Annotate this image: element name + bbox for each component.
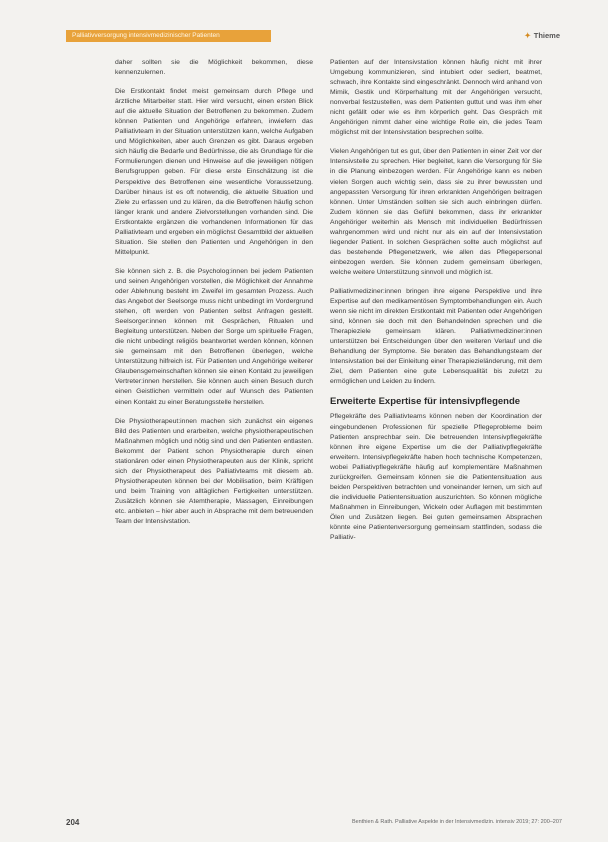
left-column bbox=[115, 58, 313, 536]
section-header-label: Palliativversorgung intensivmedizinischer Patienten bbox=[72, 32, 220, 39]
right-column bbox=[330, 58, 542, 552]
paragraph: Vielen Angehörigen tut es gut, über den Patienten in einer Zeit vor der Intensivstelle zu sprechen. Hier begleitet, kann die Versorgung für Sie in die Planung einbezogen werden. Für Angehörige kann es neben vielen Sorgen auch wichtig sein, dass sie zu ihrer bewussten und angepassten Versorgung für ihren erkrankten Angehörigen beitragen können. Unter Umständen sollten sie sich auch einbringen dürfen. Zudem können sie das Gefühl bekommen, dass ihr erkrankter Angehöriger weiterhin als Mensch mit individuellen Bedürfnissen wahrgenommen wird und nicht nur als ein auf der Intensivstation liegender Patient. In solchen Gesprächen sollte auch möglichst auf das bestehende Pflegenetzwerk, wie allen das Pflegepersonal einbezogen werden. Sie können zudem gemeinsam überlegen, welche weitere Unterstützung sinnvoll und möglich ist. bbox=[330, 148, 542, 276]
paragraph: Patienten auf der Intensivstation können häufig nicht mit ihrer Umgebung kommunizieren, sind intubiert oder sediert, beatmet, schwach, ihre Kontakte sind eingeschränkt. Dennoch wird anhand von Mimik, Gestik und Körperhaltung mit der Angehörigen versucht, nonverbal festzustellen, was dem Patienten guttut und was ihm eher nicht gefällt oder wie es ihm körperlich geht. Das Gespräch mit Angehörigen nimmt daher eine wichtige Rolle ein, die jedes Team möglichst mit der Intensivstation besprechen sollte. bbox=[330, 59, 542, 137]
paragraph: daher sollten sie die Möglichkeit bekommen, diese kennenzulernen. bbox=[115, 59, 313, 77]
publisher-brand bbox=[524, 30, 560, 42]
page-number: 204 bbox=[66, 818, 80, 827]
brand-name: Thieme bbox=[533, 31, 560, 40]
paragraph: Palliativmediziner:innen bringen ihre eigene Perspektive und ihre Expertise auf den medikamentösen Symptombehandlungen ein. Auch wenn sie nicht im direkten Erstkontakt mit Patienten oder Angehörigen sind, können sie doch mit den Behandelnden sprechen und die Therapieziele gemeinsam klären. Palliativmediziner:innen unterstützen bei Entscheidungen über den weiteren Verlauf und die Behandlung der Symptome. Sie beraten das Behandlungsteam der Intensivstation bei der Einleitung einer Therapiezieländerung, mit dem Ziel, dem Patienten eine gute Lebensqualität bis zuletzt zu ermöglichen und Leiden zu lindern. bbox=[330, 287, 542, 386]
paragraph: Pflegekräfte des Palliativteams können neben der Koordination der eingebundenen Professionen für spezielle Pflegeprobleme beim Patienten ansprechbar sein. Die betreuenden Intensivpflegekräfte können ihre eigene Expertise um die der Palliativpflegekräfte erweitern. Intensivpflegekräfte haben hoch technische Kompetenzen, wobei Palliativpflegekräfte häufig auf komplementäre Maßnahmen zurückgreifen. Gemeinsam können sie die Patientensituation aus beiden Perspektiven betrachten und voneinander lernen, um sich auf die individuelle Patientensituation auszurichten. So können mögliche Maßnahmen in Einreibungen, Wickeln oder Auflagen mit bestimmten Ölen und Zusätzen liegen. Bei guten gemeinsamen Absprachen könnte eine Patientenversorgung gemeinsam stattfinden, sodass die Palliativ- bbox=[330, 413, 542, 542]
section-header-bar bbox=[66, 30, 271, 42]
brand-mark-icon: ✦ bbox=[524, 31, 531, 40]
paragraph: Sie können sich z. B. die Psycholog:innen bei jedem Patienten und seinen Angehörigen vorstellen, die Möglichkeit der Annahme oder Ablehnung besteht im Zweifel im gesamten Prozess. Auch das Angebot der Seelsorge muss nicht unbedingt im Vordergrund stehen, oft werden von Patienten selbst Anfragen gestellt. Seelsorger:innen können mit Gesprächen, Ritualen und Begleitung unterstützen. Neben der Sorge um spirituelle Fragen, die nicht unbedingt religiös beantwortet werden können, können sie gemeinsam mit den Betroffenen überlegen, welche Unterstützung hilfreich ist. Für Patienten und Angehörige weiterer Glaubensgemeinschaften können sie einen Kontakt zu jeweiligen Vertreter:innen herstellen. Sie können auch einen Besuch durch einen Geistlichen vermitteln oder auf Wunsch des Patienten einen Kontakt zu einer Beratungsstelle herstellen. bbox=[115, 267, 313, 406]
paragraph: Die Erstkontakt findet meist gemeinsam durch Pflege und ärztliche Mitarbeiter statt. Hier wird versucht, einen ersten Blick auf die aktuelle Situation der Betroffenen zu bekommen. Zudem können Patienten und Angehörige erfahren, inwiefern das Palliativteam in der Situation unterstützen kann, welche Aufgaben und Möglichkeiten, aber auch Grenzen es gibt. Daraus ergeben sich häufig die Bedarfe und Bedürfnisse, die als Grundlage für die Formulierungen dienen und Hinweise auf die jeweiligen nötigen Berufsgruppen geben. Für diese erste Einschätzung ist die Perspektive des Betroffenen eine wesentliche Voraussetzung. Darüber hinaus ist es oft notwendig, die aktuelle Situation und Ziele zu erfassen und zu klären, da die Betroffenen häufig schon länger krank und andere Zielvorstellungen vorhanden sind. Die Erstkontakte ergänzen die vorhandenen Informationen für das Palliativteam und ergeben ein möglichst Gesamtbild der aktuellen Situation. Sie stellen den Patienten und Angehörigen in den Mittelpunkt. bbox=[115, 88, 313, 256]
paragraph: Die Physiotherapeut:innen machen sich zunächst ein eigenes Bild des Patienten und erarbeiten, welche physiotherapeutischen Maßnahmen möglich und nötig sind und den Patienten entlasten. Bekommt der Patient schon Physiotherapie durch einen stationären oder einen Physiotherapeuten aus der Klinik, spricht sich der Physiotherapeut des Palliativteams mit diesem ab. Physiotherapeuten können bei der Mobilisation, beim Kräftigen und beim Training von alltäglichen Fertigkeiten unterstützen. Zusätzlich können sie Atemtherapie, Massagen, Einreibungen etc. anbieten – hier aber auch in Absprache mit dem betreuenden Team der Intensivstation. bbox=[115, 417, 313, 526]
section-heading: Erweiterte Expertise für intensivpflegende bbox=[330, 396, 521, 408]
footer-citation: Benthien & Rath. Palliative Aspekte in der Intensivmedizin. intensiv 2019; 27: 200–207 bbox=[351, 819, 562, 825]
